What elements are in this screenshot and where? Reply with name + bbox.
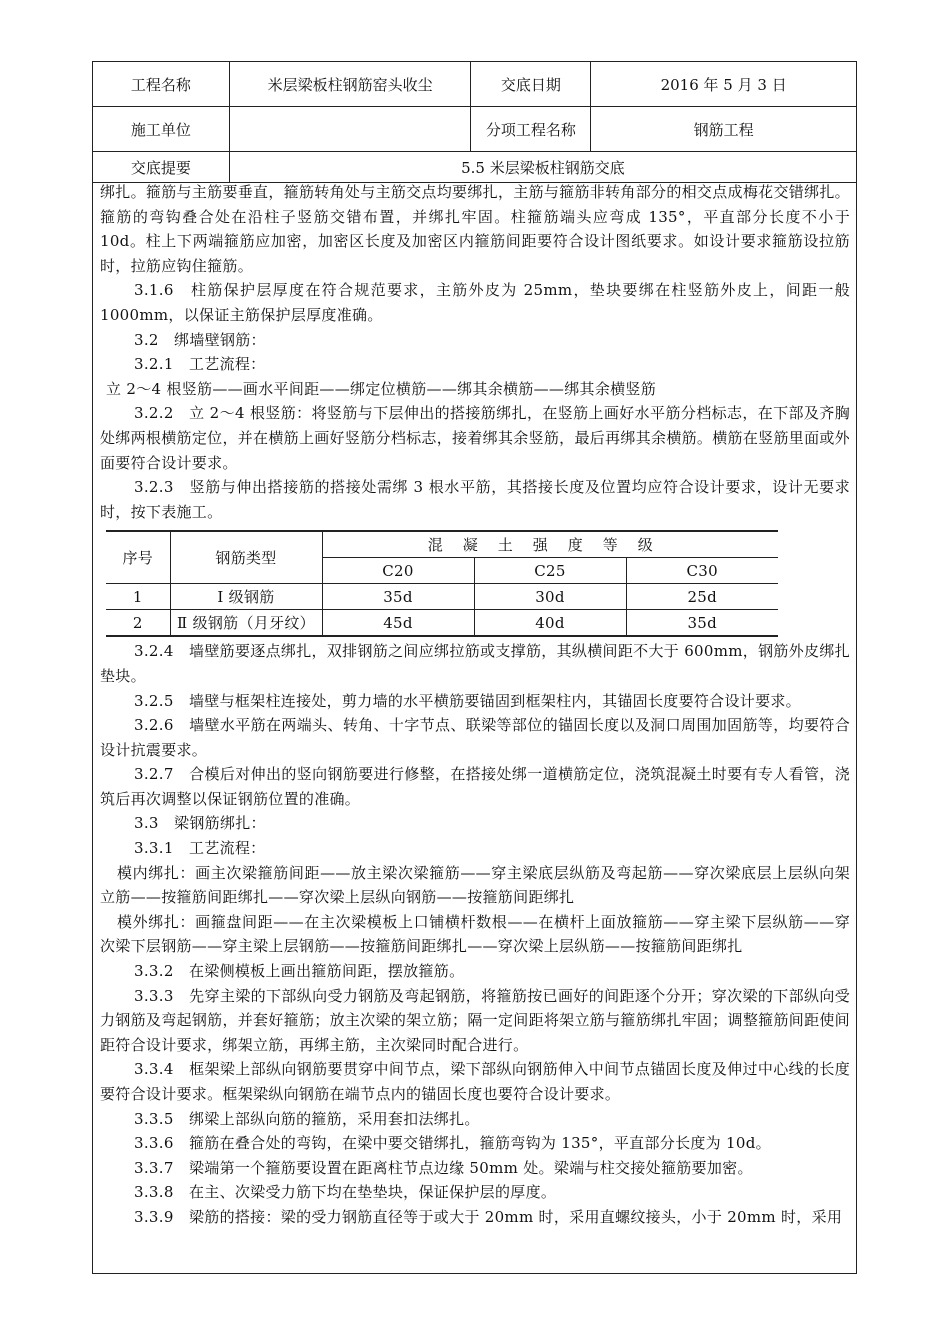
table-cell-value: 45d (322, 610, 474, 637)
paragraph: 3.3.5 绑梁上部纵向筋的箍筋，采用套扣法绑扎。 (134, 1109, 480, 1128)
summary-label: 交底提要 (93, 152, 230, 183)
unit-label: 施工单位 (93, 107, 230, 152)
table-cell-type: Ⅱ 级钢筋（月牙纹） (170, 610, 322, 637)
grade-header: C30 (626, 558, 778, 584)
project-name-value: 米层梁板柱钢筋窑头收尘 (229, 62, 471, 107)
document-body (100, 180, 850, 1230)
paragraph: 3.2.3 竖筋与伸出搭接筋的搭接处需绑 3 根水平筋，其搭接长度及位置均应符合设计要求，设计无要求时，按下表施工。 (100, 478, 850, 521)
table-cell-type: Ⅰ 级钢筋 (170, 584, 322, 610)
paragraph: 3.3.8 在主、次梁受力筋下均在垫垫块，保证保护层的厚度。 (134, 1183, 557, 1202)
subproject-value: 钢筋工程 (591, 107, 857, 152)
paragraph: 3.2.6 墙壁水平筋在两端头、转角、十字节点、联梁等部位的锚固长度以及洞口周围加固筋等，均要符合设计抗震要求。 (100, 716, 850, 759)
paragraph: 立 2～4 根竖筋——画水平间距——绑定位横筋——绑其余横筋——绑其余横竖筋 (106, 379, 657, 398)
section-heading: 3.2.1 工艺流程： (134, 355, 266, 374)
unit-value (229, 107, 471, 152)
paragraph: 3.1.6 柱筋保护层厚度在符合规范要求，主筋外皮为 25mm，垫块要绑在柱竖筋外皮上，间距一般 1000mm，以保证主筋保护层厚度准确。 (100, 281, 850, 324)
grade-header: C20 (322, 558, 474, 584)
paragraph: 3.3.7 梁端第一个箍筋要设置在距离柱节点边缘 50mm 处。梁端与柱交接处箍筋要加密。 (134, 1158, 753, 1177)
col-header-no: 序号 (106, 531, 170, 584)
paragraph: 3.2.4 墙壁筋要逐点绑扎，双排钢筋之间应绑拉筋或支撑筋，其纵横间距不大于 600mm，钢筋外皮绑扎垫块。 (100, 642, 850, 685)
header-table (92, 61, 857, 183)
table-cell-value: 40d (474, 610, 626, 637)
section-heading: 3.3.1 工艺流程： (134, 839, 266, 858)
paragraph: 3.3.4 框架梁上部纵向钢筋要贯穿中间节点，梁下部纵向钢筋伸入中间节点锚固长度及伸过中心线的长度要符合设计要求。框架梁纵向钢筋在端节点内的锚固长度也要符合设计要求。 (100, 1060, 850, 1103)
table-cell-no: 1 (106, 584, 170, 610)
paragraph: 模外绑扎：画箍盘间距——在主次梁模板上口铺横杆数根——在横杆上面放箍筋——穿主梁下层纵筋——穿次梁下层钢筋——穿主梁上层钢筋——按箍筋间距绑扎——穿次梁上层纵筋——按箍筋间距绑扎 (100, 912, 850, 956)
paragraph: 模内绑扎：画主次梁箍筋间距——放主梁次梁箍筋——穿主梁底层纵筋及弯起筋——穿次梁底层上层纵向架立筋——按箍筋间距绑扎——穿次梁上层纵向钢筋——按箍筋间距绑扎 (100, 863, 850, 907)
paragraph: 3.3.6 箍筋在叠合处的弯钩，在梁中要交错绑扎，箍筋弯钩为 135°，平直部分长度为 10d。 (134, 1134, 771, 1153)
project-name-label: 工程名称 (93, 62, 230, 107)
paragraph: 3.2.2 立 2～4 根竖筋：将竖筋与下层伸出的搭接筋绑扎，在竖筋上画好水平筋分档标志，在下部及齐胸处绑两根横筋定位，并在横筋上画好竖筋分档标志，接着绑其余竖筋，最后再绑其余横筋。横筋在竖筋里面或外面要符合设计要求。 (100, 404, 850, 472)
section-heading: 3.2 绑墙壁钢筋： (134, 330, 266, 349)
paragraph: 3.3.9 梁筋的搭接：梁的受力钢筋直径等于或大于 20mm 时，采用直螺纹接头，小于 20mm 时，采用 (134, 1207, 843, 1226)
summary-value: 5.5 米层梁板柱钢筋交底 (229, 152, 856, 183)
paragraph: 3.3.2 在梁侧模板上画出箍筋间距，摆放箍筋。 (134, 962, 465, 981)
date-label: 交底日期 (471, 62, 591, 107)
splice-length-table (106, 530, 778, 637)
paragraph: 绑扎。箍筋与主筋要垂直，箍筋转角处与主筋交点均要绑扎，主筋与箍筋非转角部分的相交点成梅花交错绑扎。箍筋的弯钩叠合处在沿柱子竖筋交错布置，并绑扎牢固。柱箍筋端头应弯成 135°，平直部分长度不小于 10d。柱上下两端箍筋应加密，加密区长度及加密区内箍筋间距要符合设计图纸要求。如设计要求箍筋设拉筋时，拉筋应钩住箍筋。 (100, 183, 850, 275)
paragraph: 3.3.3 先穿主梁的下部纵向受力钢筋及弯起钢筋，将箍筋按已画好的间距逐个分开；穿次梁的下部纵向受力钢筋及弯起钢筋，并套好箍筋；放主次梁的架立筋；隔一定间距将架立筋与箍筋绑扎牢固；调整箍筋间距使间距符合设计要求，绑架立筋，再绑主筋，主次梁同时配合进行。 (100, 986, 850, 1054)
section-heading: 3.3 梁钢筋绑扎： (134, 814, 266, 833)
paragraph: 3.2.5 墙壁与框架柱连接处，剪力墙的水平横筋要锚固到框架柱内，其锚固长度要符合设计要求。 (134, 691, 801, 710)
table-cell-value: 35d (626, 610, 778, 637)
table-cell-value: 30d (474, 584, 626, 610)
table-cell-value: 25d (626, 584, 778, 610)
col-header-group: 混凝土强度等级 (322, 531, 778, 558)
col-header-type: 钢筋类型 (170, 531, 322, 584)
paragraph: 3.2.7 合模后对伸出的竖向钢筋要进行修整，在搭接处绑一道横筋定位，浇筑混凝土时要有专人看管，浇筑后再次调整以保证钢筋位置的准确。 (100, 765, 850, 808)
date-value: 2016 年 5 月 3 日 (591, 62, 857, 107)
table-cell-no: 2 (106, 610, 170, 637)
table-cell-value: 35d (322, 584, 474, 610)
subproject-label: 分项工程名称 (471, 107, 591, 152)
grade-header: C25 (474, 558, 626, 584)
